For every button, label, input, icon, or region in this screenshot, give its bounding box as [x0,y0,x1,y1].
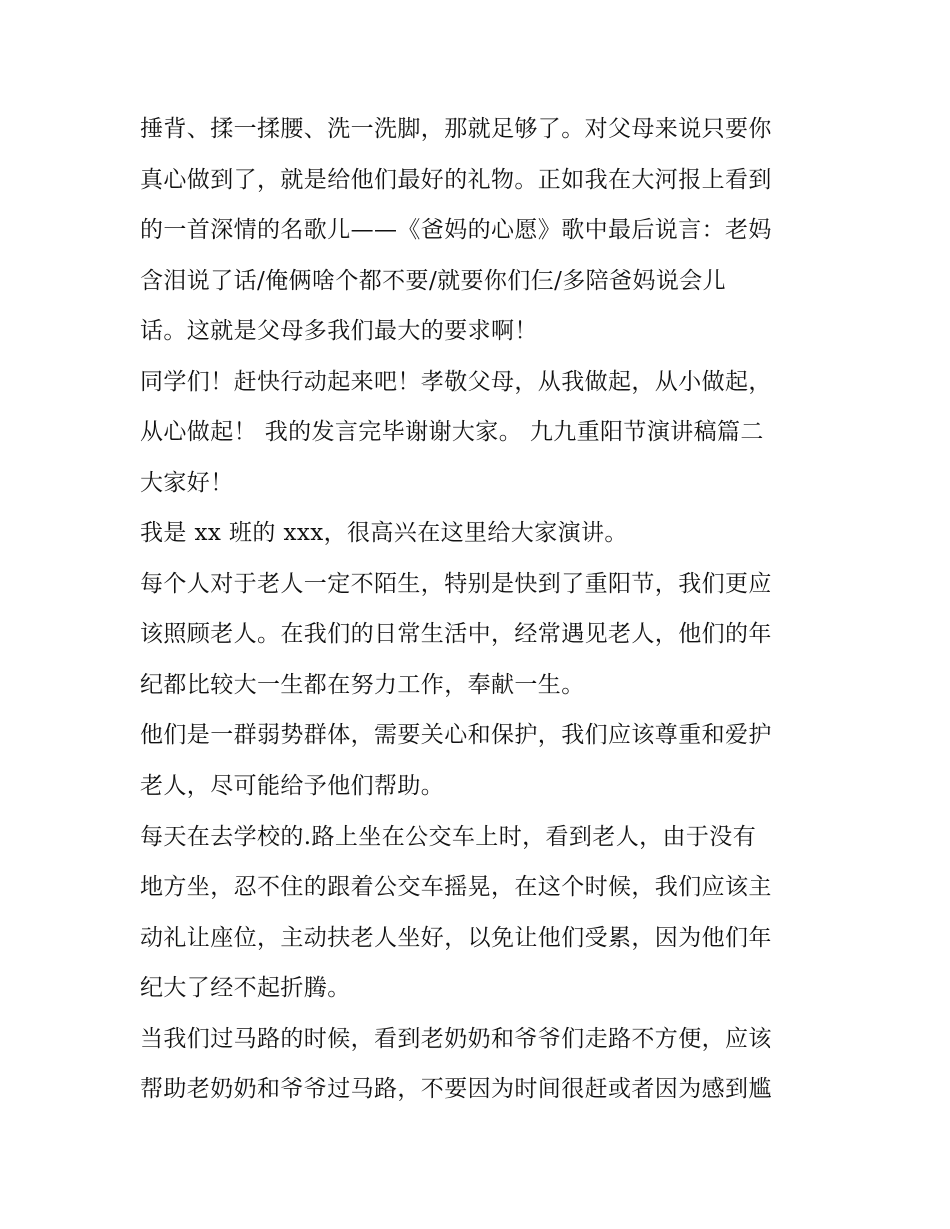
text-line: 地方坐，忍不住的跟着公交车摇晃，在这个时候，我们应该主 [140,874,772,900]
text-line: 每天在去学校的.路上坐在公交车上时，看到老人，由于没有 [140,824,757,850]
text-line: 同学们！赶快行动起来吧！孝敬父母，从我做起，从小做起， [140,369,772,395]
text-line: 纪大了经不起折腾。 [140,975,351,1001]
text-line: 捶背、揉一揉腰、洗一洗脚，那就足够了。对父母来说只要你 [140,116,772,142]
text-line: 帮助老奶奶和爷爷过马路，不要因为时间很赶或者因为感到尴 [140,1076,772,1102]
text-line: 的一首深情的名歌儿——《爸妈的心愿》歌中最后说言：老妈 [140,217,772,243]
text-line: 真心做到了，就是给他们最好的礼物。正如我在大河报上看到 [140,167,772,193]
text-line: 我是 xx 班的 xxx，很高兴在这里给大家演讲。 [140,520,628,546]
text-line: 该照顾老人。在我们的日常生活中，经常遇见老人，他们的年 [140,621,772,647]
text-line: 他们是一群弱势群体，需要关心和保护，我们应该尊重和爱护 [140,722,772,748]
text-line: 当我们过马路的时候，看到老奶奶和爷爷们走路不方便，应该 [140,1026,772,1052]
text-line: 从心做起！ 我的发言完毕谢谢大家。 九九重阳节演讲稿篇二 [140,419,764,445]
text-line: 话。这就是父母多我们最大的要求啊！ [140,318,538,344]
text-line: 动礼让座位，主动扶老人坐好，以免让他们受累，因为他们年 [140,925,772,951]
text-line: 老人，尽可能给予他们帮助。 [140,773,445,799]
text-line: 含泪说了话/俺俩啥个都不要/就要你们仨/多陪爸妈说会儿 [140,268,727,294]
text-line: 纪都比较大一生都在努力工作，奉献一生。 [140,672,585,698]
text-line: 大家好！ [140,470,234,496]
text-line: 每个人对于老人一定不陌生，特别是快到了重阳节，我们更应 [140,571,772,597]
